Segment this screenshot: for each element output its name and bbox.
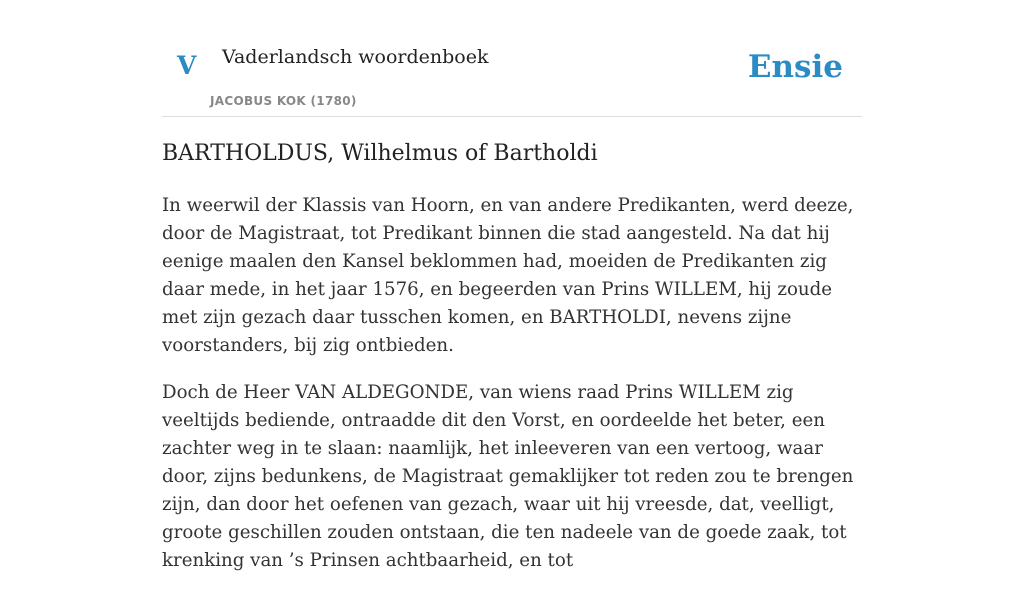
entry-content: [162, 192, 866, 594]
ensie-logo-link[interactable]: Ensie: [747, 49, 843, 85]
entry-paragraph: Doch de Heer VAN ALDEGONDE, van wiens raad Prins WILLEM zig veeltijds bediende, ontraadde dit den Vorst, en oordeelde het beter, een zachter weg in te slaan: naamlijk, het inleeveren van een vertoog, waar door, zijns bedunkens, de Magistraat gemaklijker tot reden zou te brengen zijn, dan door het oefenen van gezach, waar uit hij vreesde, dat, veelligt, groote geschillen zouden ontstaan, die ten nadeele van de goede zaak, tot krenking van ’s Prinsen achtbaarheid, en tot: [162, 382, 854, 571]
entry-title: BARTHOLDUS, Wilhelmus of Bartholdi: [162, 141, 598, 166]
book-title-link[interactable]: Vaderlandsch woordenboek: [222, 46, 489, 68]
book-letter-icon[interactable]: V: [177, 51, 197, 80]
book-author: JACOBUS KOK (1780): [210, 94, 357, 108]
dictionary-header: [162, 0, 862, 117]
entry-paragraph: In weerwil der Klassis van Hoorn, en van andere Predikanten, werd deeze, door de Magistraat, tot Predikant binnen die stad aangesteld. Na dat hij eenige maalen den Kansel beklommen had, moeiden de Predikanten zig daar mede, in het jaar 1576, en begeerden van Prins WILLEM, hij zoude met zijn gezach daar tusschen komen, en BARTHOLDI, nevens zijne voorstanders, bij zig ontbieden.: [162, 195, 854, 356]
